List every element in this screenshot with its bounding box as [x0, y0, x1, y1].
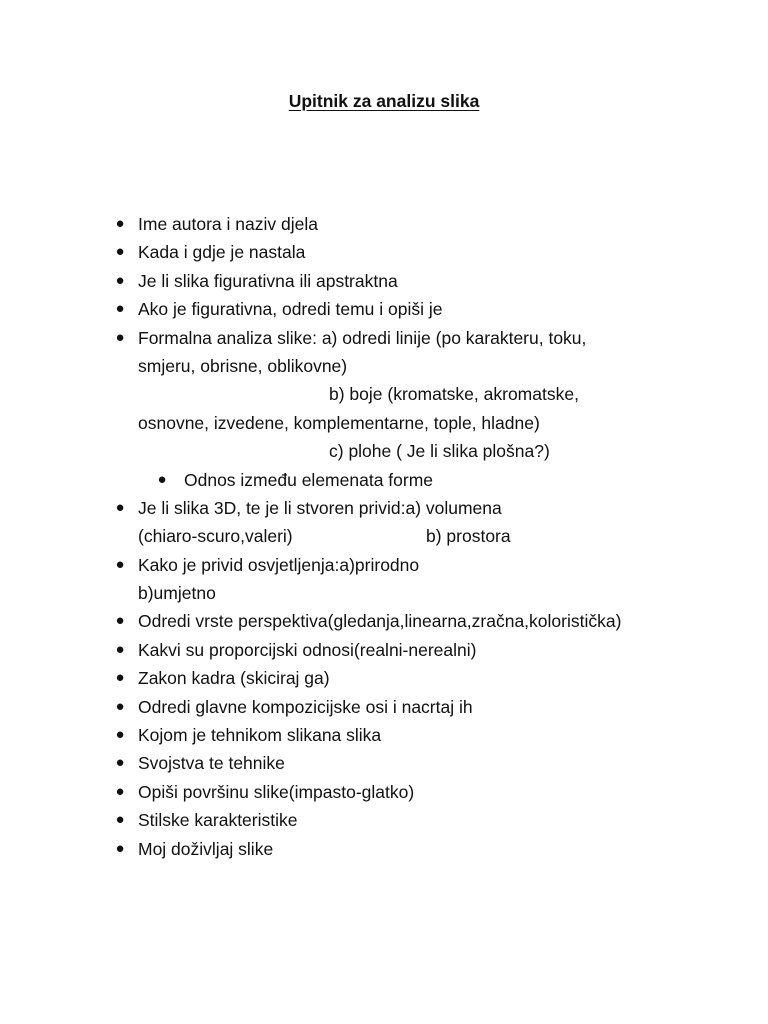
bullet-icon: ● — [115, 640, 125, 658]
list-item — [0, 721, 768, 749]
bullet-icon: ● — [115, 839, 125, 857]
list-item-text: Opiši površinu slike(impasto-glatko) — [138, 781, 415, 802]
list-item — [0, 324, 768, 352]
list-item-continuation — [0, 409, 768, 437]
list-item-text: Ime autora i naziv djela — [138, 214, 318, 234]
bullet-icon: ● — [115, 754, 125, 772]
list-item — [0, 636, 768, 664]
list-item-continuation — [0, 380, 768, 408]
list-item-text: Odredi glavne kompozicijske osi i nacrtaj ih — [138, 696, 473, 717]
bullet-icon: ● — [115, 300, 125, 318]
list-item-text: Formalna analiza slike: a) odredi linije (po karakteru, toku, — [138, 327, 587, 348]
list-item — [0, 693, 768, 721]
list-item — [0, 806, 768, 834]
list-item-text: c) plohe ( Je li slika plošna?) — [329, 441, 550, 462]
bullet-icon: ● — [115, 498, 125, 516]
bullet-icon: ● — [115, 811, 125, 829]
list-item-text: osnovne, izvedene, komplementarne, tople, hladne) — [138, 412, 540, 433]
bullet-icon: ● — [115, 612, 125, 630]
list-item-text: Ako je figurativna, odredi temu i opiši je — [138, 299, 443, 320]
list-item — [0, 494, 768, 522]
list-item-text: Kakvi su proporcijski odnosi(realni-nerealni) — [138, 639, 477, 660]
list-item-text: Je li slika figurativna ili apstraktna — [138, 270, 398, 291]
list-item — [0, 551, 768, 579]
list-item-continuation — [0, 522, 768, 550]
bullet-icon: ● — [115, 555, 125, 573]
list-item — [0, 835, 768, 863]
list-item-text: Stilske karakteristike — [138, 810, 298, 831]
list-item — [0, 778, 768, 806]
list-item-text: Odnos između elemenata forme — [184, 469, 434, 490]
list-item-text: (chiaro-scuro,valeri) — [138, 526, 293, 547]
list-item-text: Kako je privid osvjetljenja:a)prirodno — [138, 554, 420, 575]
bullet-icon: ● — [115, 697, 125, 715]
list-item-text: smjeru, obrisne, oblikovne) — [138, 355, 348, 376]
list-item-text: Moj doživljaj slike — [138, 838, 274, 859]
list-item — [0, 607, 768, 635]
sub-list-item — [0, 466, 768, 494]
bullet-icon: ● — [115, 782, 125, 800]
bullet-icon: ● — [157, 470, 167, 488]
list-item-text: b) prostora — [426, 526, 511, 547]
list-item-text: Odredi vrste perspektiva(gledanja,linearna,zračna,koloristička) — [138, 611, 622, 632]
document-title: Upitnik za analizu slika — [288, 91, 480, 111]
bullet-icon: ● — [115, 726, 125, 744]
bullet-icon: ● — [115, 243, 125, 261]
list-item — [0, 210, 768, 238]
list-item-continuation — [0, 579, 768, 607]
list-item-continuation — [0, 437, 768, 465]
list-item-continuation — [0, 352, 768, 380]
list-item — [0, 295, 768, 323]
bullet-icon: ● — [115, 328, 125, 346]
bullet-icon: ● — [115, 215, 125, 232]
list-item-text: b) boje (kromatske, akromatske, — [329, 384, 579, 405]
list-item-text: Kojom je tehnikom slikana slika — [138, 725, 382, 746]
bullet-icon: ● — [115, 669, 125, 687]
list-item — [0, 238, 768, 266]
list-item — [0, 664, 768, 692]
question-list — [0, 210, 768, 863]
list-item-text: Zakon kadra (skiciraj ga) — [138, 668, 330, 689]
list-item-text: b)umjetno — [138, 583, 216, 604]
list-item-text: Kada i gdje je nastala — [138, 242, 306, 263]
list-item-text: Je li slika 3D, te je li stvoren privid:a) volumena — [138, 497, 502, 518]
list-item — [0, 749, 768, 777]
list-item — [0, 267, 768, 295]
list-item-text: Svojstva te tehnike — [138, 753, 285, 774]
bullet-icon: ● — [115, 271, 125, 289]
